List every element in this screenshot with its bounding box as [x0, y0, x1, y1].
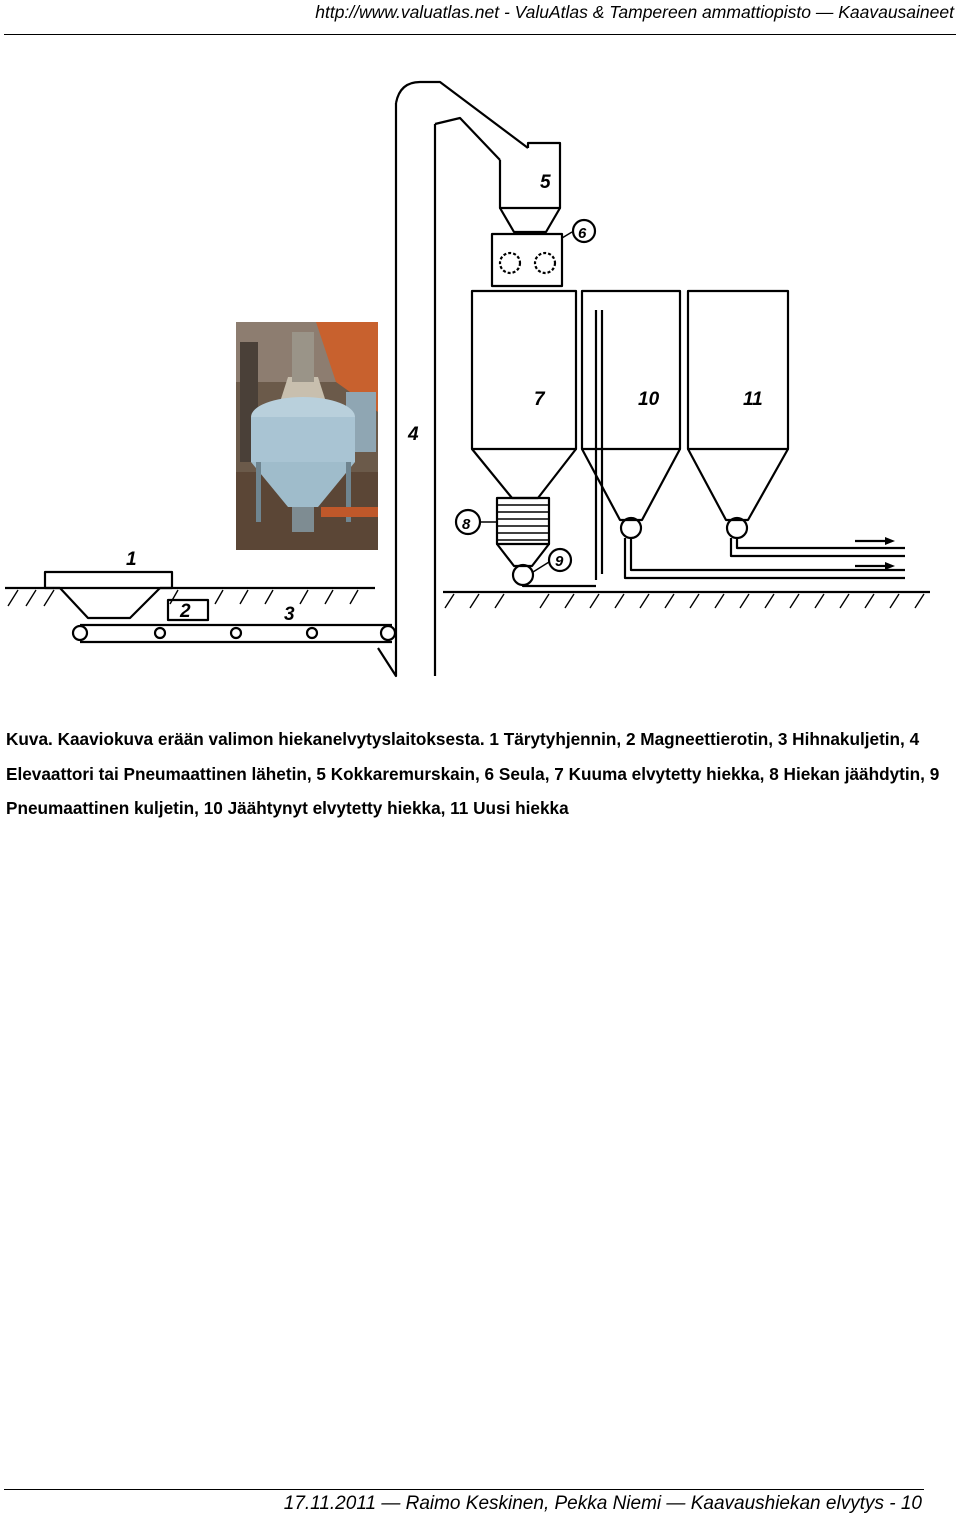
- diagram-label-6: 6: [578, 225, 587, 242]
- diagram-label-7: 7: [534, 389, 545, 410]
- diagram-label-10: 10: [638, 389, 660, 410]
- diagram-label-5: 5: [540, 172, 551, 193]
- diagram-label-1: 1: [126, 549, 137, 570]
- figure-caption: Kuva. Kaaviokuva erään valimon hiekanelvytyslaitoksesta. 1 Tärytyhjennin, 2 Magneettierotin, 3 Hihnakuljetin, 4 Elevaattori tai Pneumaattinen lähetin, 5 Kokkaremurskain, 6 Seula, 7 Kuuma elvytetty hiekka, 8 Hiekan jäähdytin, 9 Pneumaattinen kuljetin, 10 Jäähtynyt elvytetty hiekka, 11 Uusi hiekka: [6, 729, 940, 818]
- diagram-label-4: 4: [408, 424, 419, 445]
- pneumatic-sender-photo: [236, 322, 378, 550]
- header-divider: [4, 34, 956, 35]
- diagram-label-11: 11: [743, 389, 763, 410]
- diagram-label-8: 8: [462, 516, 471, 533]
- diagram-label-3: 3: [284, 604, 295, 625]
- sand-reclamation-diagram: [0, 70, 960, 690]
- footer-divider: [4, 1489, 924, 1490]
- diagram-label-9: 9: [555, 553, 564, 570]
- diagram-label-2: 2: [180, 601, 191, 622]
- page-footer: 17.11.2011 — Raimo Keskinen, Pekka Niemi — Kaavaushiekan elvytys - 10: [283, 1493, 922, 1514]
- page-header: http://www.valuatlas.net - ValuAtlas & Tampereen ammattiopisto — Kaavausaineet: [315, 2, 954, 22]
